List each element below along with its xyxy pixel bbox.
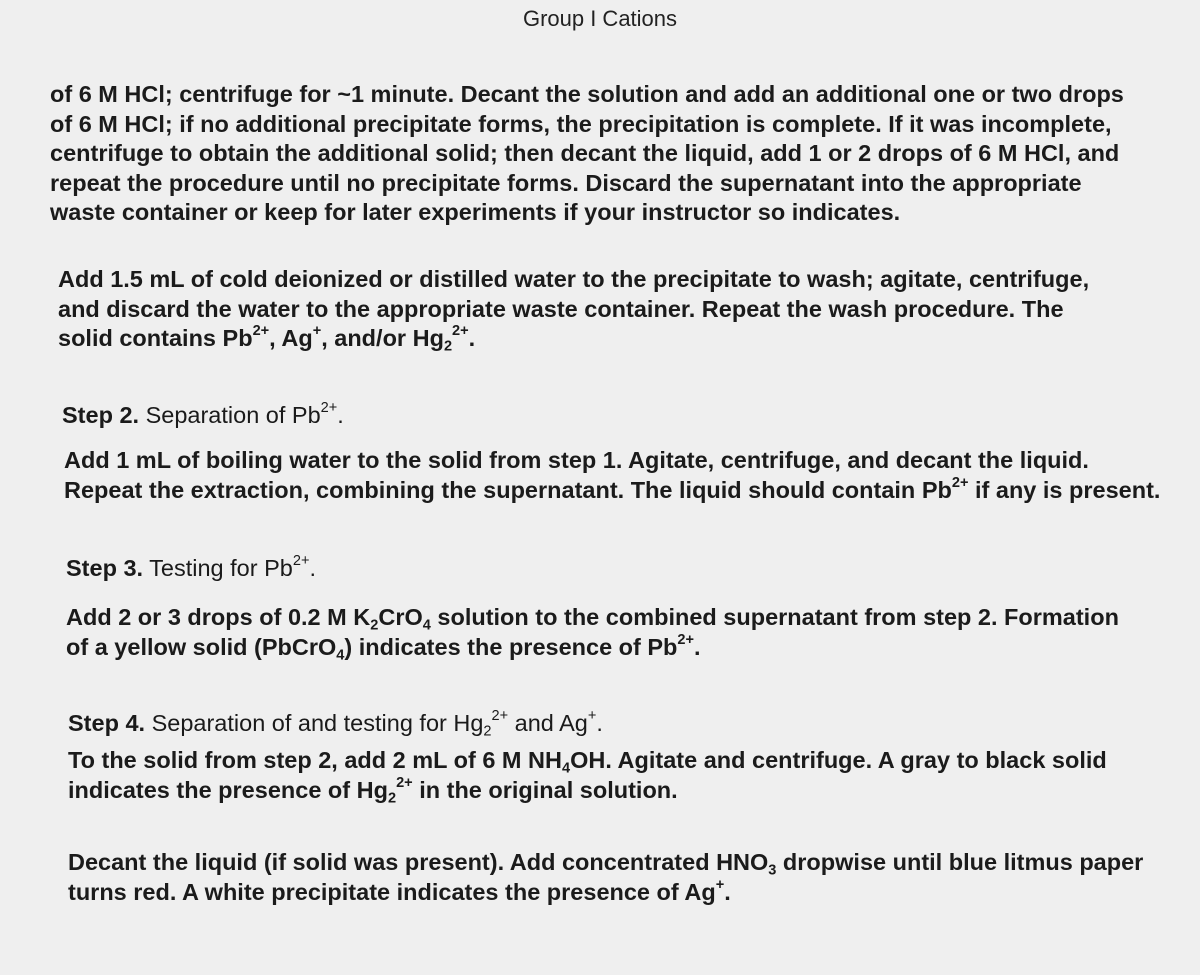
text-run: Decant the liquid (if solid was present). Add concentrated HNO	[68, 849, 769, 875]
text-run: .	[596, 710, 603, 736]
step-2-paragraph	[64, 446, 1161, 505]
text-line: centrifuge to obtain the additional solid; then decant the liquid, add 1 or 2 drops of 6 M HCl, and	[50, 140, 1120, 166]
text-line: of 6 M HCl; centrifuge for ~1 minute. Decant the solution and add an additional one or two drops	[50, 81, 1124, 107]
charge: 2+	[452, 323, 469, 340]
text-run: .	[724, 878, 731, 905]
text-line	[64, 474, 1161, 506]
subscript: 2	[387, 789, 397, 806]
text-line	[68, 746, 1158, 776]
text-run: .	[337, 402, 344, 428]
text-run: , and/or Hg	[321, 325, 444, 351]
text-run: Add 2 or 3 drops of 0.2 M K	[66, 604, 371, 630]
step-label: Step 4.	[68, 710, 146, 736]
subscript: 4	[561, 760, 571, 777]
text-run: Repeat the extraction, combining the supernatant. The liquid should contain Pb	[64, 476, 952, 503]
step-3-heading	[66, 555, 316, 582]
text-line: and discard the water to the appropriate waste container. Repeat the wash procedure. The	[58, 295, 1064, 322]
text-line: waste container or keep for later experiments if your instructor so indicates.	[50, 199, 901, 225]
text-line	[68, 848, 1158, 878]
text-line	[58, 324, 1148, 354]
text-run: indicates the presence of Hg	[68, 776, 388, 803]
charge: +	[587, 708, 597, 725]
step-label: Step 3.	[66, 555, 144, 581]
text-run: .	[468, 325, 476, 351]
text-run: CrO	[378, 604, 423, 630]
subscript: 2	[483, 723, 492, 740]
text-run: OH. Agitate and centrifuge. A gray to black solid	[570, 747, 1107, 773]
charge: +	[312, 323, 322, 340]
text-run: , Ag	[269, 325, 313, 351]
text-run: solution to the combined supernatant from step 2. Formation	[430, 604, 1119, 630]
text-run: and Ag	[508, 710, 588, 736]
charge: 2+	[677, 631, 695, 648]
text-line: Add 1.5 mL of cold deionized or distilled water to the precipitate to wash; agitate, centrifuge,	[58, 266, 1090, 292]
intro-paragraph	[50, 80, 1140, 228]
wash-paragraph	[58, 265, 1148, 354]
charge: 2+	[396, 774, 413, 791]
step-2-heading	[62, 402, 344, 429]
charge: 2+	[292, 553, 310, 570]
charge: 2+	[491, 708, 509, 725]
step-3-paragraph	[66, 603, 1156, 662]
page-header: Group I Cations	[522, 6, 678, 31]
text-line	[68, 878, 1158, 908]
text-line: repeat the procedure until no precipitate forms. Discard the supernatant into the appropriate	[50, 169, 1082, 196]
subscript: 2	[443, 338, 453, 355]
text-run: ) indicates the presence of Pb	[344, 633, 678, 660]
text-run: of a yellow solid (PbCrO	[66, 633, 337, 660]
text-line	[66, 603, 1156, 633]
text-run: dropwise until blue litmus paper	[776, 849, 1144, 875]
text-run: To the solid from step 2, add 2 mL of 6 M NH	[68, 747, 562, 773]
charge: 2+	[320, 400, 338, 417]
text-run: turns red. A white precipitate indicates the presence of Ag	[68, 878, 716, 905]
charge: 2+	[951, 474, 969, 491]
subscript: 4	[422, 617, 431, 634]
step-title: Separation of Pb	[139, 402, 321, 428]
step-label: Step 2.	[62, 402, 140, 428]
text-run: .	[694, 633, 701, 660]
text-line	[66, 633, 1156, 663]
step-4-heading	[68, 708, 603, 740]
charge: 2+	[252, 323, 270, 340]
charge: +	[715, 876, 725, 893]
step-title: Testing for Pb	[143, 555, 293, 581]
step-title: Separation of and testing for Hg	[145, 710, 484, 736]
text-line	[68, 776, 1158, 806]
text-run: solid contains Pb	[58, 325, 253, 351]
subscript: 2	[370, 617, 379, 634]
text-run: .	[309, 555, 316, 581]
text-line: Add 1 mL of boiling water to the solid from step 1. Agitate, centrifuge, and decant the liquid.	[64, 447, 1089, 473]
text-run: in the original solution.	[412, 776, 678, 803]
step-4-paragraph-2	[68, 848, 1158, 907]
subscript: 4	[336, 646, 345, 663]
subscript: 3	[768, 862, 777, 879]
text-run: if any is present.	[968, 476, 1161, 503]
text-line: of 6 M HCl; if no additional precipitate forms, the precipitation is complete. If it was incomplete,	[50, 110, 1112, 137]
step-4-paragraph-1	[68, 746, 1158, 805]
